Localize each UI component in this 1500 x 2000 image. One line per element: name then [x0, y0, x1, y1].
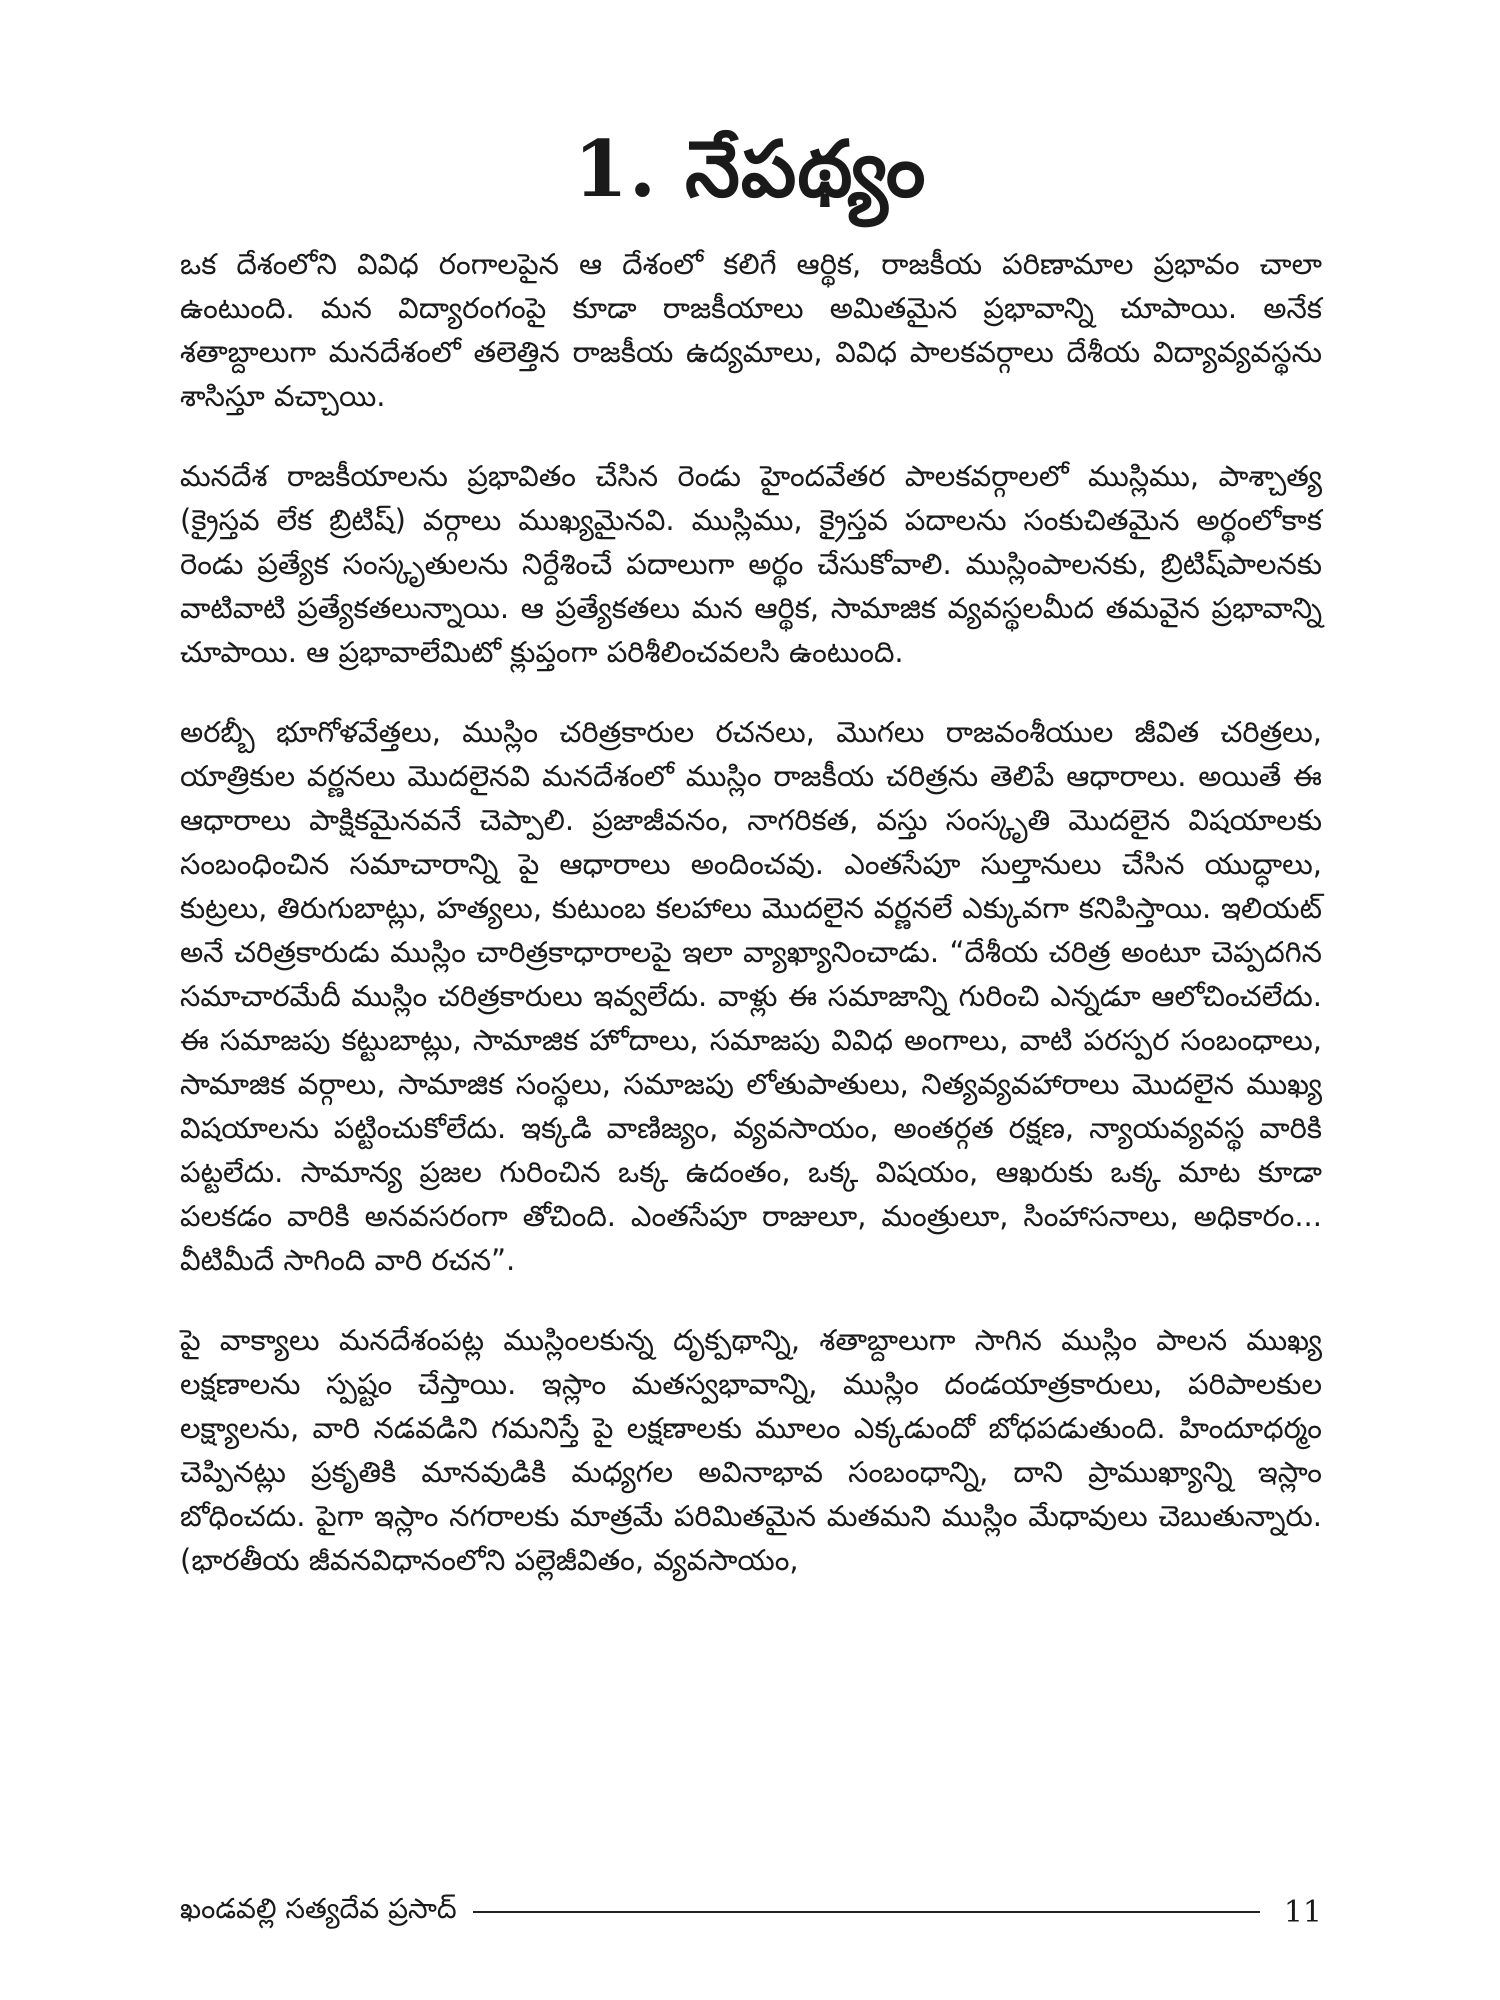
page-footer [180, 1892, 1322, 1932]
paragraph-3: అరబ్బీ భూగోళవేత్తలు, ముస్లిం చరిత్రకారుల రచనలు, మొగలు రాజవంశీయుల జీవిత చరిత్రలు, యాత్రికుల వర్ణనలు మొదలైనవి మనదేశంలో ముస్లిం రాజకీయ చరిత్రను తెలిపే ఆధారాలు. అయితే ఈ ఆధారాలు పాక్షికమైనవనే చెప్పాలి. ప్రజాజీవనం, నాగరికత, వస్తు సంస్కృతి మొదలైన విషయాలకు సంబంధించిన సమాచారాన్ని పై ఆధారాలు అందించవు. ఎంతసేపూ సుల్తానులు చేసిన యుద్ధాలు, కుట్రలు, తిరుగుబాట్లు, హత్యలు, కుటుంబ కలహాలు మొదలైన వర్ణనలే ఎక్కువగా కనిపిస్తాయి. ఇలియట్ అనే చరిత్రకారుడు ముస్లిం చారిత్రకాధారాలపై ఇలా వ్యాఖ్యానించాడు. “దేశీయ చరిత్ర అంటూ చెప్పదగిన సమాచారమేదీ ముస్లిం చరిత్రకారులు ఇవ్వలేదు. వాళ్లు ఈ సమాజాన్ని గురించి ఎన్నడూ ఆలోచించలేదు. ఈ సమాజపు కట్టుబాట్లు, సామాజిక హోదాలు, సమాజపు వివిధ అంగాలు, వాటి పరస్పర సంబంధాలు, సామాజిక వర్గాలు, సామాజిక సంస్థలు, సమాజపు లోతుపాతులు, నిత్యవ్యవహారాలు మొదలైన ముఖ్య విషయాలను పట్టించుకోలేదు. ఇక్కడి వాణిజ్యం, వ్యవసాయం, అంతర్గత రక్షణ, న్యాయవ్యవస్థ వారికి పట్టలేదు. సామాన్య ప్రజల గురించిన ఒక్క ఉదంతం, ఒక్క విషయం, ఆఖరుకు ఒక్క మాట కూడా పలకడం వారికి అనవసరంగా తోచింది. ఎంతసేపూ రాజులూ, మంత్రులూ, సింహాసనాలు, అధికారం... వీటిమీదే సాగింది వారి రచన”. [180, 715, 1322, 1277]
footer-rule [473, 1911, 1260, 1913]
paragraph-2: మనదేశ రాజకీయాలను ప్రభావితం చేసిన రెండు హైందవేతర పాలకవర్గాలలో ముస్లిము, పాశ్చాత్య (క్రైస్తవ లేక బ్రిటిష్) వర్గాలు ముఖ్యమైనవి. ముస్లిము, క్రైస్తవ పదాలను సంకుచితమైన అర్థంలోకాక రెండు ప్రత్యేక సంస్కృతులను నిర్దేశించే పదాలుగా అర్థం చేసుకోవాలి. ముస్లింపాలనకు, బ్రిటిష్‌పాలనకు వాటివాటి ప్రత్యేకతలున్నాయి. ఆ ప్రత్యేకతలు మన ఆర్థిక, సామాజిక వ్యవస్థలమీద తమవైన ప్రభావాన్ని చూపాయి. ఆ ప్రభావాలేమిటో క్లుప్తంగా పరిశీలించవలసి ఉంటుంది. [180, 459, 1322, 669]
paragraph-4: పై వాక్యాలు మనదేశంపట్ల ముస్లింలకున్న దృక్పథాన్ని, శతాబ్దాలుగా సాగిన ముస్లిం పాలన ముఖ్య లక్షణాలను స్పష్టం చేస్తాయి. ఇస్లాం మతస్వభావాన్ని, ముస్లిం దండయాత్రకారులు, పరిపాలకుల లక్ష్యాలను, వారి నడవడిని గమనిస్తే పై లక్షణాలకు మూలం ఎక్కడుందో బోధపడుతుంది. హిందూధర్మం చెప్పినట్లు ప్రకృతికి మానవుడికి మధ్యగల అవినాభావ సంబంధాన్ని, దాని ప్రాముఖ్యాన్ని ఇస్లాం బోధించదు. పైగా ఇస్లాం నగరాలకు మాత్రమే పరిమితమైన మతమని ముస్లిం మేధావులు చెబుతున్నారు. (భారతీయ జీవనవిధానంలోని పల్లెజీవితం, వ్యవసాయం, [180, 1323, 1322, 1577]
chapter-body [180, 242, 1322, 1618]
chapter-title: 1. నేపథ్యం [573, 124, 927, 215]
footer-author: ఖండవల్లి సత్యదేవ ప్రసాద్ [180, 1892, 457, 1925]
page-number: 11 [1283, 1894, 1322, 1930]
paragraph-1: ఒక దేశంలోని వివిధ రంగాలపైన ఆ దేశంలో కలిగే ఆర్థిక, రాజకీయ పరిణామాల ప్రభావం చాలా ఉంటుంది. మన విద్యారంగంపై కూడా రాజకీయాలు అమితమైన ప్రభావాన్ని చూపాయి. అనేక శతాబ్దాలుగా మనదేశంలో తలెత్తిన రాజకీయ ఉద్యమాలు, వివిధ పాలకవర్గాలు దేశీయ విద్యావ్యవస్థను శాసిస్తూ వచ్చాయి. [180, 247, 1322, 413]
